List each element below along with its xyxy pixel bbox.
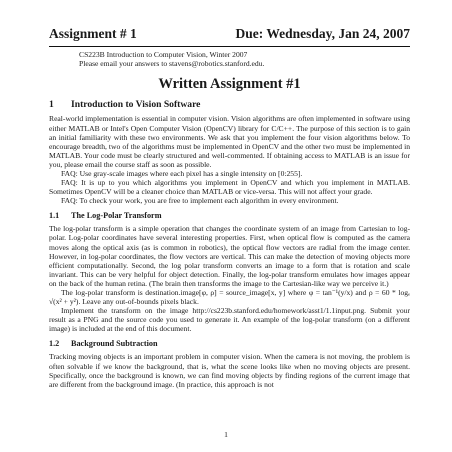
log-polar-paragraph-1: The log-polar transform is a simple operation that changes the coordinate system of an image from Cartesian to log-polar. Log-polar coordinates have several interesting properties. First, when optical flow is computed as the camera moves along the optical axis (as is common in robotics), the optical flow vectors are radial from the image center. However, in log-polar coordinates, the flow vectors are vertical. This can make the detection of moving objects more efficient computationally. Second, the log polar transform converts an image to a form that is rotation and scale invariant. This can be very helpful for object detection. Finally, the log-polar transform emulates how images appear on the back of the human retina. (The brain then transforms the image to the Cartesian-like way we perceive it.)	[49, 224, 410, 288]
faq-2: FAQ: It is up to you which algorithms you implement in OpenCV and which you implement in MATLAB. Sometimes OpenCV will be a cleaner choice than MATLAB or vice-versa. This will not affect your grade.	[49, 178, 410, 197]
background-subtraction-paragraph: Tracking moving objects is an important problem in computer vision. When the camera is not moving, the problem is often solvable if we know the background, that is, what the scene looks like when no moving objects are present. Specifically, once the background is known, we can find moving objects by finding regions of the current image that are different from the background image. (In practice, this approach is not	[49, 352, 410, 389]
course-info	[79, 50, 410, 68]
header-rule	[49, 46, 410, 47]
faq-1: FAQ: Use gray-scale images where each pixel has a single intensity on [0:255].	[61, 168, 303, 178]
assignment-header	[49, 26, 410, 43]
section-number: 1	[49, 99, 54, 111]
section1-paragraph: Real-world implementation is essential in computer vision. Vision algorithms are often implemented in software using either MATLAB or Intel's Open Computer Vision (OpenCV) library for C/C++. The purpose of this section is to gain an initial familiarity with these two environments. We ask that you implement the four vision algorithms below. To encourage breadth, two of the algorithms must be implemented in OpenCV and the other two must be implemented in MATLAB. Your code must be clearly structured and well-commented. If obtaining access to MATLAB is an issue for you, please email the course staff as soon as possible.	[49, 114, 410, 169]
document-title: Written Assignment #1	[158, 76, 301, 93]
page-number: 1	[224, 430, 228, 439]
course-line: CS223B Introduction to Computer Vision, Winter 2007	[79, 50, 248, 59]
subsection-heading-1-1	[49, 211, 410, 221]
subsection-title: The Log-Polar Transform	[71, 211, 162, 221]
subsection-heading-1-2	[49, 339, 410, 349]
section-title: Introduction to Vision Software	[71, 99, 201, 111]
assignment-number: Assignment # 1	[49, 26, 137, 41]
log-polar-paragraph-2: The log-polar transform is destination.image[φ, ρ] = source_image[x, y] where φ = tan⁻¹(y/x) and ρ = 60 * logₑ √(x² + y²). Leave any out-of-bounds pixels black.	[49, 288, 410, 307]
subsection-title: Background Subtraction	[71, 339, 158, 349]
section-heading-1	[49, 99, 410, 111]
log-polar-paragraph-3: Implement the transform on the image http://cs223b.stanford.edu/homework/asst1/1.1input.png. Submit your result as a PNG and the source code you used to generate it. An example of the log-polar transform (on a different image) is included at the end of this document.	[49, 306, 410, 334]
faq-3: FAQ: To check your work, you are free to implement each algorithm in every environment.	[61, 196, 339, 206]
email-line: Please email your answers to stavens@robotics.stanford.edu.	[79, 59, 265, 69]
due-date: Due: Wednesday, Jan 24, 2007	[235, 26, 410, 41]
subsection-number: 1.2	[49, 339, 60, 349]
subsection-number: 1.1	[49, 211, 60, 221]
